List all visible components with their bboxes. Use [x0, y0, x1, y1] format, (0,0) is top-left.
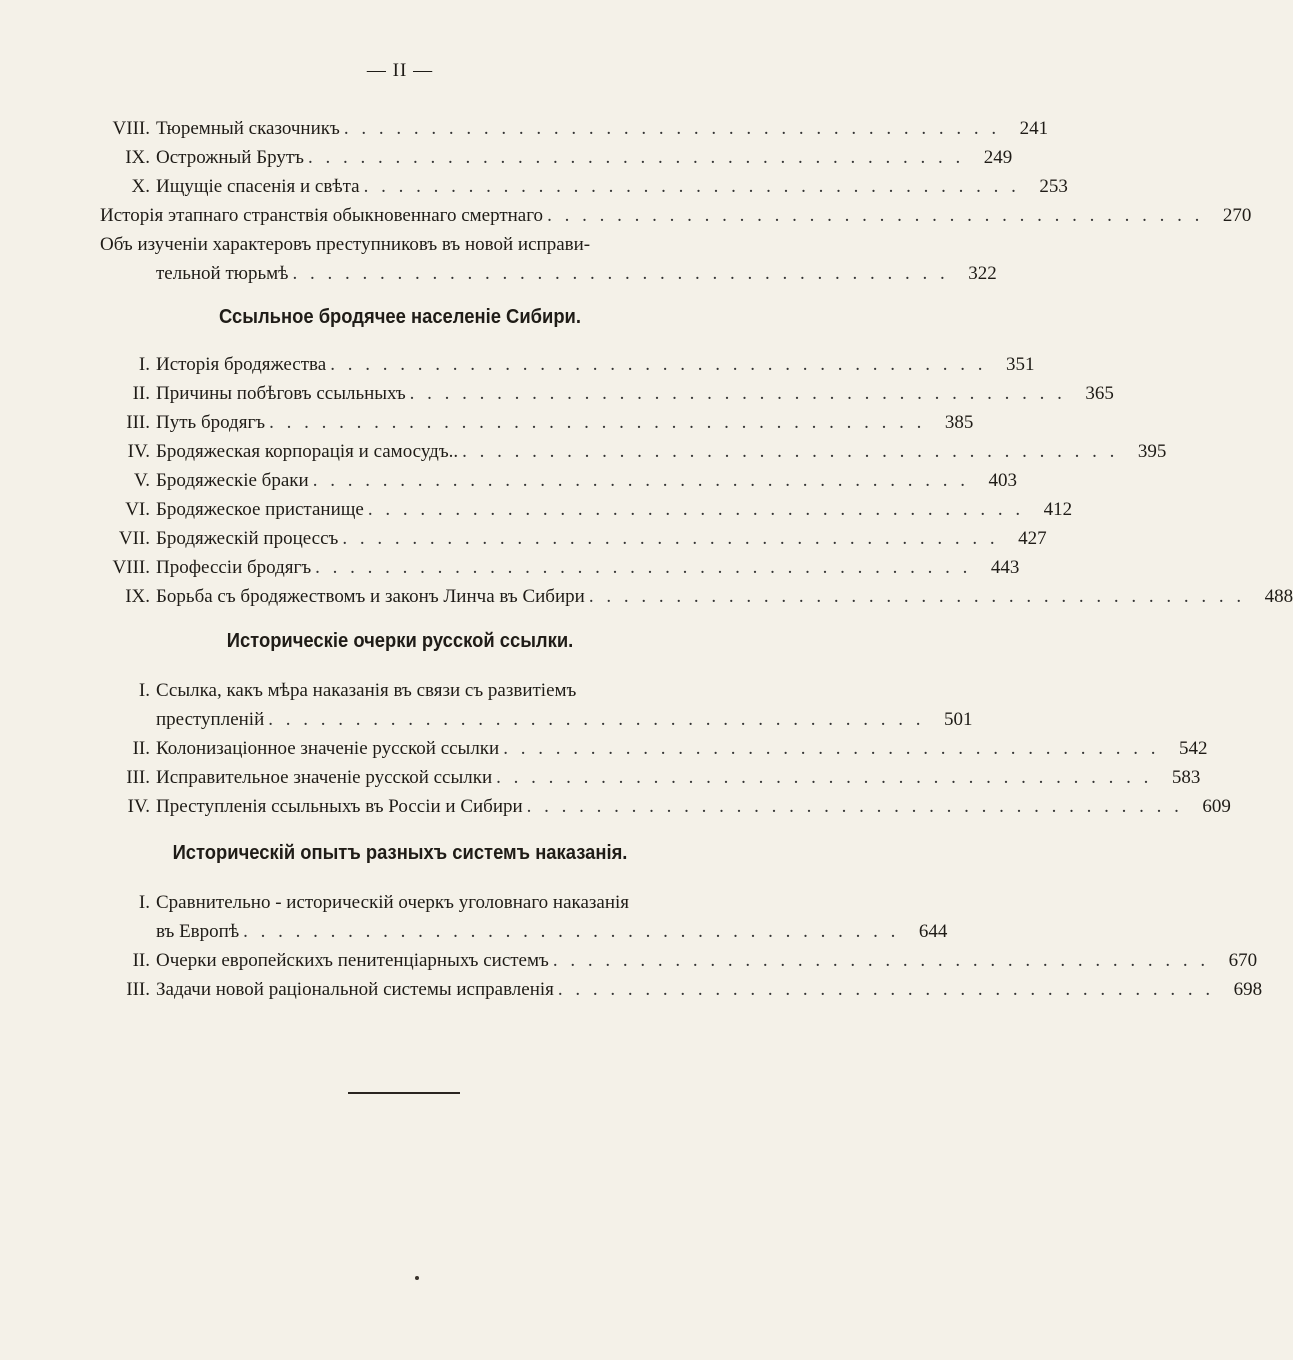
entry-title: Сравнительно - историческій очеркъ уголовнаго наказанія — [156, 892, 630, 913]
toc-entry — [100, 230, 720, 259]
entry-page-number: 670 — [1228, 950, 1258, 971]
entry-page-number: 403 — [988, 470, 1017, 491]
entry-number: II. — [132, 738, 150, 759]
entry-title: Ссылка, какъ мѣра наказанія въ связи съ развитіемъ — [156, 680, 577, 701]
entry-title: Бродяжеское пристанище — [156, 499, 364, 520]
entry-page-number: 542 — [1178, 738, 1208, 759]
entry-title: Тюремный сказочникъ — [156, 118, 340, 139]
section-heading-4: Историческій опытъ разныхъ системъ наказанія. — [172, 842, 628, 864]
ink-speck — [415, 1276, 419, 1280]
entry-title: Исторія бродяжества — [156, 354, 327, 375]
entry-title: Острожный Брутъ — [156, 147, 304, 168]
entry-title: Борьба съ бродяжествомъ и законъ Линча въ Сибири — [156, 586, 585, 607]
entry-title: Объ изученіи характеровъ преступниковъ въ новой исправи- — [100, 234, 591, 255]
dot-leader: . . . . . . . . . . . . . . . . . . . . . . . . . . . . . . . . . . . . . . — [343, 118, 1001, 139]
toc-entry — [100, 734, 1208, 763]
entry-page-number: 241 — [1019, 118, 1049, 139]
toc-entry — [100, 946, 1258, 975]
section-heading-3: Историческіе очерки русской ссылки. — [226, 630, 574, 652]
section-heading-2: Ссыльное бродячее населеніе Сибири. — [219, 306, 581, 328]
toc-group-3 — [100, 676, 1231, 821]
entry-title: Колонизаціонное значеніе русской ссылки — [156, 738, 500, 759]
toc-entry — [100, 350, 1035, 379]
entry-number: IV. — [127, 441, 150, 462]
entry-number: III. — [126, 979, 150, 1000]
entry-number: IX. — [125, 147, 150, 168]
entry-page-number: 412 — [1043, 499, 1073, 520]
entry-page-number: 322 — [968, 263, 997, 284]
entry-number: VIII. — [112, 557, 150, 578]
toc-entry — [100, 763, 1201, 792]
entry-number: VII. — [118, 528, 150, 549]
entry-page-number: 365 — [1085, 383, 1114, 404]
toc-entry — [100, 201, 1252, 230]
closing-rule — [348, 1092, 460, 1094]
entry-title: тельной тюрьмѣ — [156, 263, 289, 284]
entry-page-number: 698 — [1233, 979, 1263, 1000]
toc-entry — [100, 705, 973, 734]
entry-number: VIII. — [112, 118, 150, 139]
entry-page-number: 488 — [1264, 586, 1293, 607]
dot-leader: . . . . . . . . . . . . . . . . . . . . . . . . . . . . . . . . . . . . . . — [292, 263, 949, 284]
toc-entry — [100, 975, 1263, 1004]
entry-title: Исторія этапнаго странствія обыкновеннаго смертнаго — [100, 205, 544, 226]
entry-number: VI. — [125, 499, 150, 520]
entry-title: Путь бродягъ — [156, 412, 266, 433]
entry-title: Профессіи бродягъ — [156, 557, 312, 578]
entry-number: I. — [138, 354, 150, 375]
entry-page-number: 385 — [944, 412, 974, 433]
entry-title: Исправительное значеніе русской ссылки — [156, 767, 493, 788]
entry-title: въ Европѣ — [156, 921, 240, 942]
toc-entry — [100, 259, 997, 288]
entry-page-number: 351 — [1005, 354, 1035, 375]
toc-entry — [100, 143, 1013, 172]
entry-title: Бродяжеская корпорація и самосудъ.. — [156, 441, 459, 462]
toc-entry — [100, 114, 1049, 143]
toc-entry — [100, 495, 1073, 524]
toc-entry — [100, 917, 948, 946]
toc-entry — [100, 466, 1017, 495]
toc-entry — [100, 676, 720, 705]
toc-entry — [100, 379, 1114, 408]
dot-leader: . . . . . . . . . . . . . . . . . . . . . . . . . . . . . . . . . . . . . . — [330, 354, 987, 375]
toc-group-4 — [100, 888, 1263, 1004]
entry-number: IX. — [125, 586, 150, 607]
page-header: — II — — [366, 60, 434, 81]
dot-leader: . . . . . . . . . . . . . . . . . . . . . . . . . . . . . . . . . . . . . . — [503, 738, 1160, 759]
dot-leader: . . . . . . . . . . . . . . . . . . . . . . . . . . . . . . . . . . . . . . — [557, 979, 1215, 1000]
dot-leader: . . . . . . . . . . . . . . . . . . . . . . . . . . . . . . . . . . . . . . — [526, 796, 1183, 817]
toc-entry — [100, 792, 1231, 821]
entry-page-number: 427 — [1018, 528, 1047, 549]
entry-title: Бродяжескій процессъ — [156, 528, 339, 549]
toc-entry — [100, 437, 1167, 466]
entry-page-number: 501 — [944, 709, 973, 730]
entry-title: Преступленія ссыльныхъ въ Россіи и Сибири — [156, 796, 523, 817]
entry-page-number: 644 — [918, 921, 948, 942]
entry-page-number: 609 — [1202, 796, 1231, 817]
entry-page-number: 253 — [1039, 176, 1068, 197]
entry-number: X. — [131, 176, 150, 197]
dot-leader: . . . . . . . . . . . . . . . . . . . . . . . . . . . . . . . . . . . . . . — [547, 205, 1204, 226]
dot-leader: . . . . . . . . . . . . . . . . . . . . . . . . . . . . . . . . . . . . . . — [409, 383, 1066, 404]
entry-number: I. — [138, 680, 150, 701]
entry-number: II. — [132, 383, 150, 404]
entry-page-number: 395 — [1137, 441, 1167, 462]
dot-leader: . . . . . . . . . . . . . . . . . . . . . . . . . . . . . . . . . . . . . . — [462, 441, 1119, 462]
entry-number: III. — [126, 412, 150, 433]
dot-leader: . . . . . . . . . . . . . . . . . . . . . . . . . . . . . . . . . . . . . . — [588, 586, 1246, 607]
entry-number: IV. — [127, 796, 150, 817]
entry-number: II. — [132, 950, 150, 971]
dot-leader: . . . . . . . . . . . . . . . . . . . . . . . . . . . . . . . . . . . . . . — [312, 470, 969, 491]
toc-entry — [100, 553, 1020, 582]
entry-title: Очерки европейскихъ пенитенціарныхъ системъ — [156, 950, 549, 971]
toc-entry — [100, 582, 1293, 611]
entry-number: V. — [133, 470, 150, 491]
dot-leader: . . . . . . . . . . . . . . . . . . . . . . . . . . . . . . . . . . . . . . — [243, 921, 900, 942]
dot-leader: . . . . . . . . . . . . . . . . . . . . . . . . . . . . . . . . . . . . . . — [367, 499, 1025, 520]
toc-entry — [100, 524, 1047, 553]
dot-leader: . . . . . . . . . . . . . . . . . . . . . . . . . . . . . . . . . . . . . . — [342, 528, 999, 549]
dot-leader: . . . . . . . . . . . . . . . . . . . . . . . . . . . . . . . . . . . . . . — [552, 950, 1210, 971]
entry-number: I. — [138, 892, 150, 913]
dot-leader: . . . . . . . . . . . . . . . . . . . . . . . . . . . . . . . . . . . . . . — [363, 176, 1020, 197]
toc-entry — [100, 408, 974, 437]
toc-entry — [100, 172, 1068, 201]
entry-page-number: 270 — [1222, 205, 1252, 226]
entry-page-number: 443 — [990, 557, 1020, 578]
entry-number: III. — [126, 767, 150, 788]
dot-leader: . . . . . . . . . . . . . . . . . . . . . . . . . . . . . . . . . . . . . . — [315, 557, 972, 578]
entry-title: Задачи новой раціональной системы исправленія — [156, 979, 554, 1000]
toc-group-1 — [100, 114, 1252, 288]
dot-leader: . . . . . . . . . . . . . . . . . . . . . . . . . . . . . . . . . . . . . . — [269, 412, 926, 433]
dot-leader: . . . . . . . . . . . . . . . . . . . . . . . . . . . . . . . . . . . . . . — [307, 147, 965, 168]
dot-leader: . . . . . . . . . . . . . . . . . . . . . . . . . . . . . . . . . . . . . . — [496, 767, 1153, 788]
entry-title: Причины побѣговъ ссыльныхъ — [156, 383, 406, 404]
toc-group-2 — [100, 350, 1293, 611]
entry-page-number: 583 — [1171, 767, 1201, 788]
toc-entry — [100, 888, 720, 917]
dot-leader: . . . . . . . . . . . . . . . . . . . . . . . . . . . . . . . . . . . . . . — [268, 709, 925, 730]
entry-title: Ищущіе спасенія и свѣта — [156, 176, 360, 197]
entry-page-number: 249 — [983, 147, 1013, 168]
entry-title: преступленій — [156, 709, 265, 730]
entry-title: Бродяжескіе браки — [156, 470, 309, 491]
